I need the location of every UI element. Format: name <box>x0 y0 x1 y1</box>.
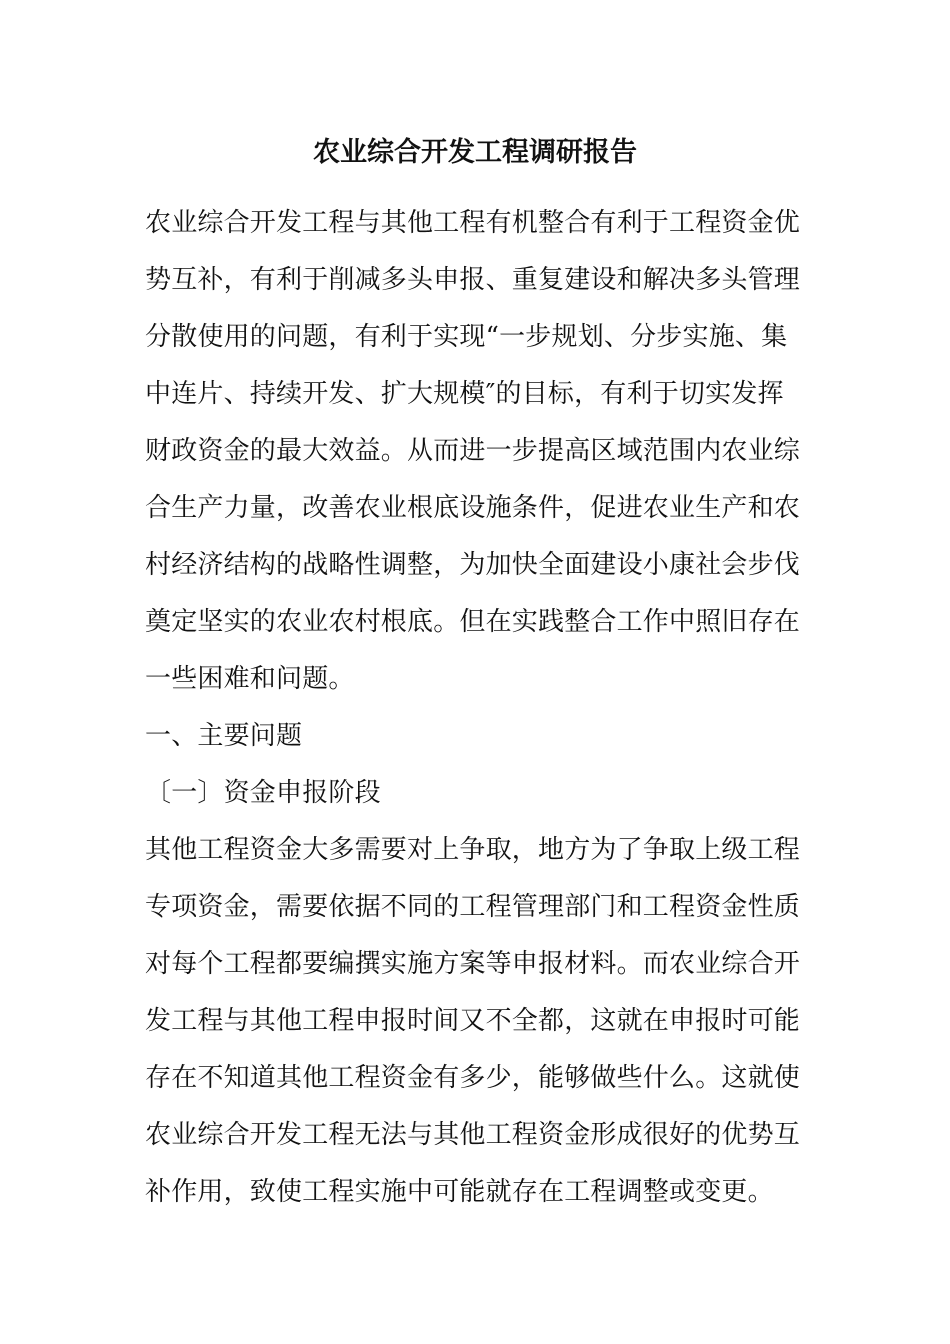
body-line: 中连片、持续开发、扩大规模″的目标，有利于切实发挥 <box>145 379 784 409</box>
section-heading: 一、主要问题 <box>145 721 303 751</box>
document-title: 农业综合开发工程调研报告 <box>313 137 637 168</box>
body-line: 分散使用的问题，有利于实现“一步规划、分步实施、集 <box>145 322 788 352</box>
body-line: 农业综合开发工程与其他工程有机整合有利于工程资金优 <box>145 208 801 238</box>
body-line: 奠定坚实的农业农村根底。但在实践整合工作中照旧存在 <box>145 607 801 637</box>
subsection-heading: 〔一〕资金申报阶段 <box>145 778 381 808</box>
body-line: 村经济结构的战略性调整，为加快全面建设小康社会步伐 <box>145 550 801 580</box>
body-line: 发工程与其他工程申报时间又不全都，这就在申报时可能 <box>145 1006 801 1036</box>
body-line: 专项资金，需要依据不同的工程管理部门和工程资金性质 <box>145 892 801 922</box>
body-line: 势互补，有利于削减多头申报、重复建设和解决多头管理 <box>145 265 801 295</box>
body-line: 存在不知道其他工程资金有多少，能够做些什么。这就使 <box>145 1063 801 1093</box>
body-line: 补作用，致使工程实施中可能就存在工程调整或变更。 <box>145 1177 774 1207</box>
body-line: 一些困难和问题。 <box>145 664 355 694</box>
body-line: 财政资金的最大效益。从而进一步提高区域范围内农业综 <box>145 436 801 466</box>
body-line: 对每个工程都要编撰实施方案等申报材料。而农业综合开 <box>145 949 801 979</box>
body-line: 合生产力量，改善农业根底设施条件，促进农业生产和农 <box>145 493 801 523</box>
body-line: 农业综合开发工程无法与其他工程资金形成很好的优势互 <box>145 1120 801 1150</box>
body-line: 其他工程资金大多需要对上争取，地方为了争取上级工程 <box>145 835 801 865</box>
